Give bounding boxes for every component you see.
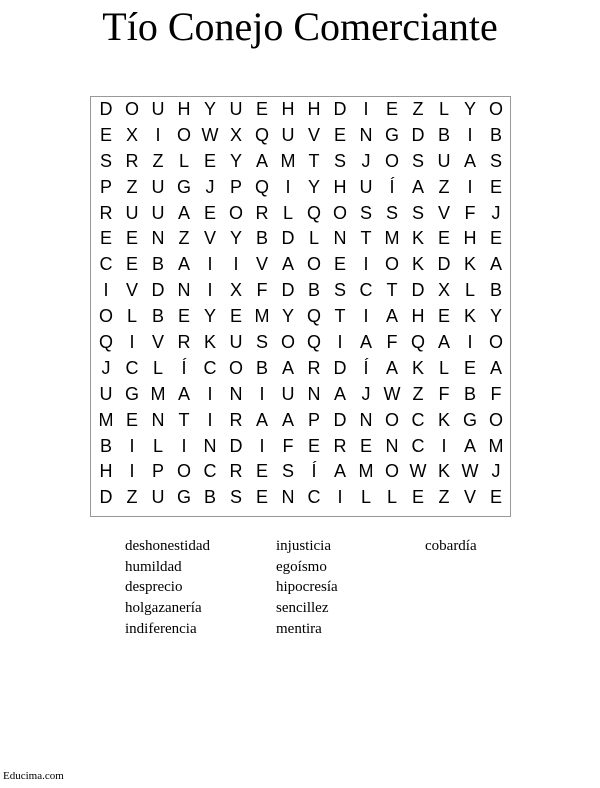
grid-letter: L	[126, 306, 137, 327]
grid-letter: V	[125, 280, 138, 301]
grid-letter: R	[255, 202, 269, 223]
grid-letter: E	[463, 357, 476, 378]
grid-letter: T	[308, 150, 320, 171]
grid-letter: H	[177, 99, 191, 119]
grid-letter: I	[441, 435, 447, 456]
word-list-item: injusticia	[276, 538, 331, 554]
grid-letter: E	[203, 150, 216, 171]
grid-letter: F	[438, 383, 450, 404]
grid-letter: A	[489, 357, 502, 378]
grid-letter: O	[488, 409, 503, 430]
page-title: Tío Conejo Comerciante	[102, 4, 498, 49]
word-list-column	[425, 536, 477, 557]
grid-letter: D	[281, 228, 295, 249]
grid-letter: H	[333, 176, 347, 197]
grid-letter: E	[255, 461, 268, 482]
grid-letter: I	[103, 280, 109, 301]
grid-letter: N	[281, 487, 295, 508]
grid-letter: Y	[463, 99, 476, 119]
grid-letter: D	[151, 280, 165, 301]
grid-letter: O	[98, 306, 113, 327]
grid-letter: B	[463, 383, 476, 404]
grid-letter: U	[229, 99, 243, 119]
footer-credit: Educima.com	[3, 770, 64, 782]
grid-letter: I	[467, 176, 473, 197]
grid-letter: U	[151, 99, 165, 119]
grid-letter: E	[99, 124, 112, 145]
grid-letter: A	[177, 202, 190, 223]
grid-letter: U	[229, 332, 243, 353]
grid-letter: E	[125, 228, 138, 249]
grid-letter: E	[255, 487, 268, 508]
grid-letter: S	[281, 461, 294, 482]
grid-letter: M	[98, 409, 114, 430]
grid-letter: U	[281, 124, 295, 145]
grid-letter: R	[99, 202, 113, 223]
grid-letter: U	[281, 383, 295, 404]
grid-letter: H	[99, 461, 113, 482]
grid-letter: O	[384, 254, 399, 275]
grid-letter: L	[386, 487, 397, 508]
grid-letter: Z	[438, 176, 450, 197]
grid-letter: H	[307, 99, 321, 119]
grid-letter: U	[151, 202, 165, 223]
grid-letter: Y	[229, 150, 242, 171]
grid-letter: I	[259, 435, 265, 456]
grid-letter: T	[360, 228, 372, 249]
grid-letter: A	[281, 357, 294, 378]
grid-letter: E	[437, 228, 450, 249]
grid-letter: E	[333, 254, 346, 275]
grid-letter: B	[99, 435, 112, 456]
grid-letter: Q	[410, 332, 425, 353]
grid-letter: Z	[178, 228, 190, 249]
grid-letter: Y	[229, 228, 242, 249]
grid-letter: S	[333, 150, 346, 171]
grid-letter: I	[285, 176, 291, 197]
grid-letter: P	[229, 176, 242, 197]
grid-letter: S	[99, 150, 112, 171]
grid-letter: A	[385, 306, 398, 327]
grid-letter: O	[384, 150, 399, 171]
grid-letter: A	[489, 254, 502, 275]
grid-letter: V	[437, 202, 450, 223]
grid-letter: I	[233, 254, 239, 275]
grid-letter: O	[488, 99, 503, 119]
grid-letter: B	[255, 357, 268, 378]
grid-letter: X	[437, 280, 450, 301]
grid-letter: N	[229, 383, 243, 404]
grid-letter: I	[181, 435, 187, 456]
grid-letter: R	[177, 332, 191, 353]
grid-letter: O	[124, 99, 139, 119]
grid-letter: P	[307, 409, 320, 430]
grid-letter: I	[207, 254, 213, 275]
grid-letter: I	[207, 383, 213, 404]
grid-letter: D	[99, 99, 113, 119]
grid-letter: Y	[489, 306, 502, 327]
grid-letter: B	[203, 487, 216, 508]
grid-letter: Z	[412, 383, 424, 404]
grid-letter: V	[463, 487, 476, 508]
grid-letter: X	[229, 280, 242, 301]
grid-letter: P	[151, 461, 164, 482]
grid-letter: O	[228, 357, 243, 378]
grid-letter: A	[281, 409, 294, 430]
grid-letter: U	[99, 383, 113, 404]
grid-letter: Z	[412, 99, 424, 119]
grid-letter: B	[437, 124, 450, 145]
grid-letter: S	[359, 202, 372, 223]
grid-letter: H	[463, 228, 477, 249]
grid-letter: F	[386, 332, 398, 353]
grid-letter: G	[176, 176, 191, 197]
grid-letter: D	[411, 124, 425, 145]
grid-letter: W	[461, 461, 479, 482]
grid-letter: R	[125, 150, 139, 171]
grid-letter: I	[337, 487, 343, 508]
grid-letter: C	[203, 357, 217, 378]
grid-letter: L	[464, 280, 475, 301]
grid-letter: X	[229, 124, 242, 145]
grid-letter: M	[358, 461, 374, 482]
grid-letter: O	[332, 202, 347, 223]
grid-letter: Q	[254, 124, 269, 145]
word-list-item: deshonestidad	[125, 538, 210, 554]
grid-letter: K	[411, 228, 424, 249]
grid-letter: Y	[281, 306, 294, 327]
grid-letter: J	[491, 461, 501, 482]
grid-letter: S	[229, 487, 242, 508]
grid-letter: W	[383, 383, 401, 404]
grid-letter: D	[99, 487, 113, 508]
grid-letter: E	[333, 124, 346, 145]
word-list-column	[276, 536, 338, 640]
grid-letter: I	[207, 280, 213, 301]
grid-letter: Z	[152, 150, 164, 171]
grid-letter: E	[385, 99, 398, 119]
grid-letter: A	[437, 332, 450, 353]
grid-letter: N	[359, 409, 373, 430]
grid-letter: E	[229, 306, 242, 327]
grid-letter: C	[125, 357, 139, 378]
grid-letter: K	[437, 409, 450, 430]
grid-letter: K	[203, 332, 216, 353]
grid-letter: Y	[307, 176, 320, 197]
grid-letter: L	[282, 202, 293, 223]
grid-letter: H	[411, 306, 425, 327]
grid-letter: J	[361, 150, 371, 171]
grid-letter: D	[411, 280, 425, 301]
grid-letter: G	[124, 383, 139, 404]
grid-letter: N	[307, 383, 321, 404]
grid-letter: A	[333, 461, 346, 482]
grid-letter: R	[333, 435, 347, 456]
word-list-item: mentira	[276, 620, 322, 637]
grid-letter: E	[125, 409, 138, 430]
grid-letter: M	[150, 383, 166, 404]
grid-letter: Q	[254, 176, 269, 197]
grid-letter: A	[177, 254, 190, 275]
grid-letter: D	[281, 280, 295, 301]
grid-letter: T	[386, 280, 398, 301]
grid-letter: D	[437, 254, 451, 275]
grid-letter: Z	[126, 487, 138, 508]
grid-letter: Z	[438, 487, 450, 508]
grid-letter: T	[178, 409, 190, 430]
grid-letter: Í	[363, 357, 369, 378]
grid-letter: U	[437, 150, 451, 171]
grid-letter: C	[411, 409, 425, 430]
grid-letter: E	[437, 306, 450, 327]
grid-letter: N	[151, 228, 165, 249]
grid-letter: L	[438, 99, 449, 119]
grid-letter: V	[203, 228, 216, 249]
grid-letter: I	[129, 332, 135, 353]
grid-letter: F	[464, 202, 476, 223]
grid-letter: A	[255, 150, 268, 171]
grid-letter: A	[463, 150, 476, 171]
grid-letter: G	[176, 487, 191, 508]
grid-letter: I	[467, 332, 473, 353]
grid-letter: U	[125, 202, 139, 223]
grid-letter: I	[363, 99, 369, 119]
grid-letter: A	[333, 383, 346, 404]
word-list-item: desprecio	[125, 579, 183, 596]
grid-letter: N	[151, 409, 165, 430]
grid-letter: W	[201, 124, 219, 145]
grid-letter: A	[359, 332, 372, 353]
grid-letter: B	[307, 280, 320, 301]
grid-letter: S	[411, 150, 424, 171]
grid-letter: L	[152, 357, 163, 378]
grid-letter: X	[125, 124, 138, 145]
grid-letter: Z	[126, 176, 138, 197]
grid-letter: C	[307, 487, 321, 508]
grid-letter: M	[280, 150, 296, 171]
grid-letter: E	[203, 202, 216, 223]
grid-letter: D	[333, 357, 347, 378]
grid-letter: F	[256, 280, 268, 301]
grid-letter: Í	[389, 176, 395, 197]
grid-letter: R	[229, 461, 243, 482]
grid-letter: L	[360, 487, 371, 508]
grid-letter: S	[255, 332, 268, 353]
grid-letter: E	[489, 487, 502, 508]
grid-letter: D	[333, 409, 347, 430]
grid-letter: U	[151, 176, 165, 197]
grid-letter: I	[129, 435, 135, 456]
grid-letter: M	[488, 435, 504, 456]
word-list-item: indiferencia	[125, 620, 197, 637]
grid-letter: K	[463, 254, 476, 275]
grid-letter: K	[463, 306, 476, 327]
grid-letter: A	[463, 435, 476, 456]
grid-letter: H	[281, 99, 295, 119]
grid-letter: I	[363, 254, 369, 275]
grid-letter: V	[255, 254, 268, 275]
grid-letter: C	[359, 280, 373, 301]
grid-letter: V	[151, 332, 164, 353]
grid-letter: E	[359, 435, 372, 456]
grid-letter: N	[333, 228, 347, 249]
grid-letter: N	[385, 435, 399, 456]
grid-letter: E	[489, 176, 502, 197]
grid-letter: B	[255, 228, 268, 249]
grid-letter: E	[255, 99, 268, 119]
grid-letter: N	[177, 280, 191, 301]
grid-letter: L	[178, 150, 189, 171]
grid-letter: I	[155, 124, 161, 145]
grid-letter: D	[229, 435, 243, 456]
grid-letter: S	[411, 202, 424, 223]
grid-letter: A	[385, 357, 398, 378]
grid-letter: E	[99, 228, 112, 249]
grid-letter: M	[384, 228, 400, 249]
grid-letter: L	[152, 435, 163, 456]
grid-letter: G	[384, 124, 399, 145]
grid-letter: U	[359, 176, 373, 197]
grid-letter: E	[125, 254, 138, 275]
grid-letter: I	[363, 306, 369, 327]
grid-letter: C	[411, 435, 425, 456]
grid-letter: M	[254, 306, 270, 327]
grid-letter: B	[151, 306, 164, 327]
word-list-column	[125, 536, 210, 640]
grid-letter: L	[308, 228, 319, 249]
grid-letter: I	[129, 461, 135, 482]
grid-letter: L	[438, 357, 449, 378]
grid-letter: O	[306, 254, 321, 275]
grid-letter: O	[384, 461, 399, 482]
grid-letter: S	[333, 280, 346, 301]
grid-letter: B	[489, 280, 502, 301]
word-list-item: cobardía	[425, 538, 477, 554]
grid-letter: N	[203, 435, 217, 456]
grid-letter: G	[462, 409, 477, 430]
grid-letter: E	[177, 306, 190, 327]
grid-letter: C	[203, 461, 217, 482]
grid-letter: A	[177, 383, 190, 404]
grid-letter: T	[334, 306, 346, 327]
grid-letter: O	[384, 409, 399, 430]
grid-letter: I	[259, 383, 265, 404]
grid-letter: P	[99, 176, 112, 197]
grid-letter: C	[99, 254, 113, 275]
grid-letter: Q	[306, 202, 321, 223]
grid-letter: Í	[311, 461, 317, 482]
grid-letter: I	[207, 409, 213, 430]
grid-letter: R	[229, 409, 243, 430]
grid-letter: Q	[98, 332, 113, 353]
grid-letter: J	[491, 202, 501, 223]
grid-letter: Q	[306, 306, 321, 327]
grid-letter: O	[176, 124, 191, 145]
grid-letter: K	[411, 357, 424, 378]
grid-letter: S	[385, 202, 398, 223]
grid-letter: I	[467, 124, 473, 145]
grid-letter: Q	[306, 332, 321, 353]
grid-letter: E	[489, 228, 502, 249]
grid-letter: I	[337, 332, 343, 353]
grid-letter: Í	[181, 357, 187, 378]
grid-letter: E	[307, 435, 320, 456]
grid-letter: O	[488, 332, 503, 353]
grid-letter: V	[307, 124, 320, 145]
grid-letter: A	[255, 409, 268, 430]
grid-letter: R	[307, 357, 321, 378]
word-list-item: sencillez	[276, 600, 329, 617]
grid-letter: O	[176, 461, 191, 482]
grid-letter: B	[151, 254, 164, 275]
grid-letter: O	[280, 332, 295, 353]
grid-letter: O	[228, 202, 243, 223]
grid-letter: B	[489, 124, 502, 145]
grid-letter: J	[361, 383, 371, 404]
grid-letter: Y	[203, 99, 216, 119]
grid-letter: J	[101, 357, 111, 378]
grid-letter: J	[205, 176, 215, 197]
grid-letter: S	[489, 150, 502, 171]
grid-letter: U	[151, 487, 165, 508]
grid-letter: W	[409, 461, 427, 482]
grid-letter: F	[282, 435, 294, 456]
grid-letter: K	[411, 254, 424, 275]
grid-letter: A	[411, 176, 424, 197]
word-list-item: holgazanería	[125, 600, 202, 617]
word-list-item: egoísmo	[276, 558, 327, 575]
grid-letter: K	[437, 461, 450, 482]
grid-letter: F	[490, 383, 502, 404]
grid-letter: Y	[203, 306, 216, 327]
word-list-item: humildad	[125, 558, 182, 575]
grid-letter: D	[333, 99, 347, 119]
letter-grid	[93, 97, 509, 511]
grid-letter: A	[281, 254, 294, 275]
grid-letter: E	[411, 487, 424, 508]
word-list-item: hipocresía	[276, 579, 338, 596]
grid-letter: N	[359, 124, 373, 145]
